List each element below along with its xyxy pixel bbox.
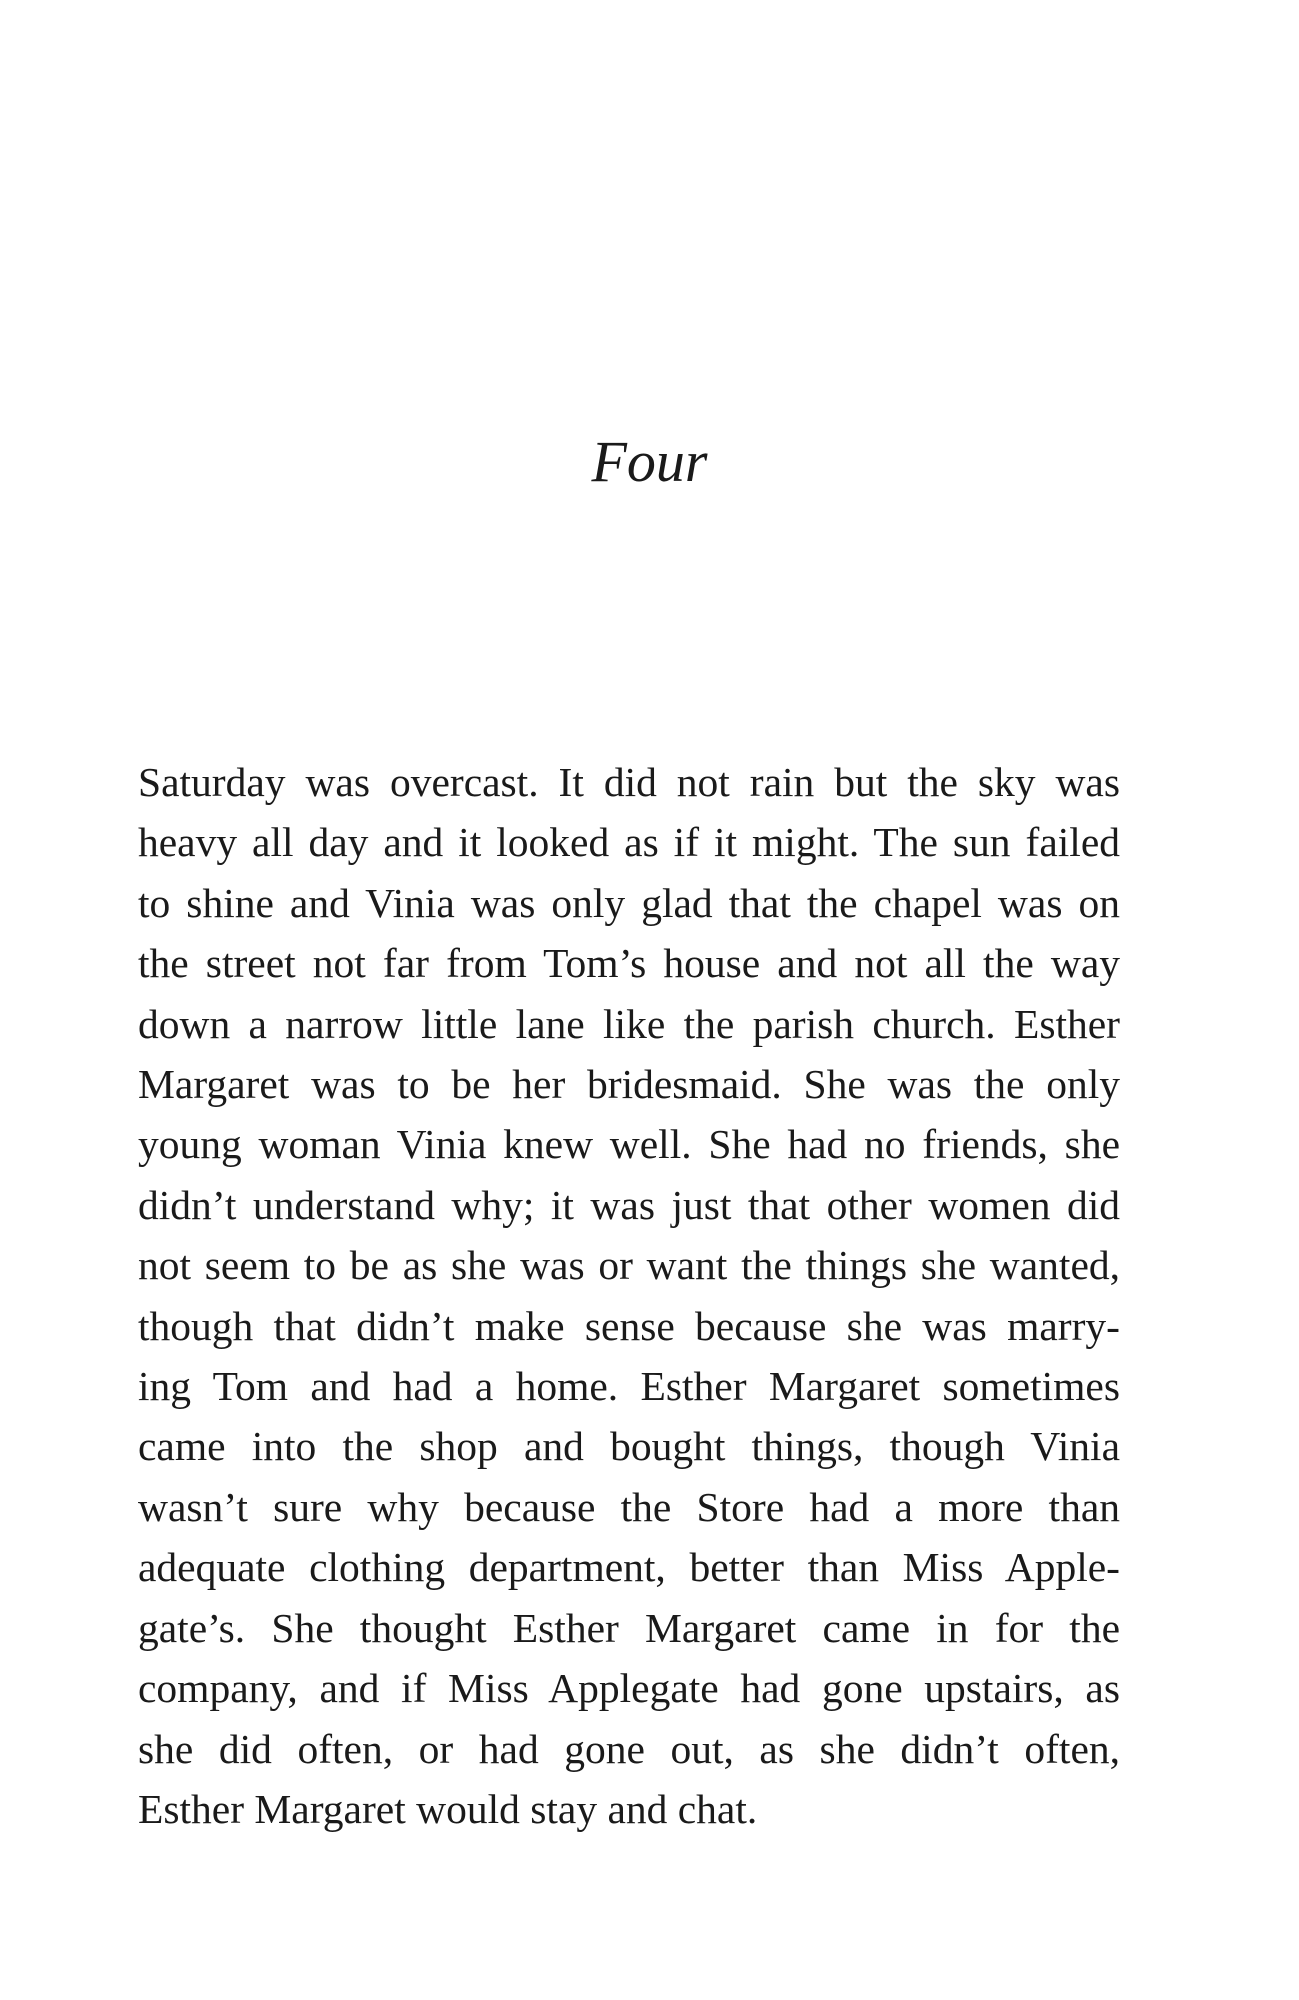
text-line: Margaret was to be her bridesmaid. She was the only	[138, 1061, 1120, 1108]
text-line: to shine and Vinia was only glad that the chapel was on	[138, 879, 1120, 926]
text-line: ing Tom and had a home. Esther Margaret sometimes	[138, 1363, 1120, 1410]
text-line: not seem to be as she was or want the things she wanted,	[138, 1242, 1120, 1289]
text-line: didn’t understand why; it was just that other women did	[138, 1181, 1120, 1228]
text-line: company, and if Miss Applegate had gone upstairs, as	[138, 1665, 1120, 1712]
text-line: though that didn’t make sense because she was marry-	[138, 1302, 1120, 1349]
text-line: came into the shop and bought things, though Vinia	[138, 1423, 1120, 1470]
text-line: wasn’t sure why because the Store had a more than	[138, 1483, 1120, 1530]
text-line: adequate clothing department, better than Miss Apple-	[138, 1544, 1120, 1591]
text-line: gate’s. She thought Esther Margaret came in for the	[138, 1604, 1120, 1651]
chapter-title: Four	[591, 429, 708, 494]
text-line: the street not far from Tom’s house and not all the way	[138, 940, 1120, 987]
text-line: down a narrow little lane like the parish church. Esther	[138, 1000, 1120, 1047]
text-line: she did often, or had gone out, as she didn’t often,	[138, 1725, 1120, 1772]
text-line: Saturday was overcast. It did not rain but the sky was	[138, 759, 1120, 805]
text-line: Esther Margaret would stay and chat.	[138, 1785, 758, 1832]
text-line: young woman Vinia knew well. She had no friends, she	[138, 1121, 1120, 1168]
text-line: heavy all day and it looked as if it might. The sun failed	[138, 819, 1120, 866]
chapter-paragraph	[138, 752, 1120, 1839]
